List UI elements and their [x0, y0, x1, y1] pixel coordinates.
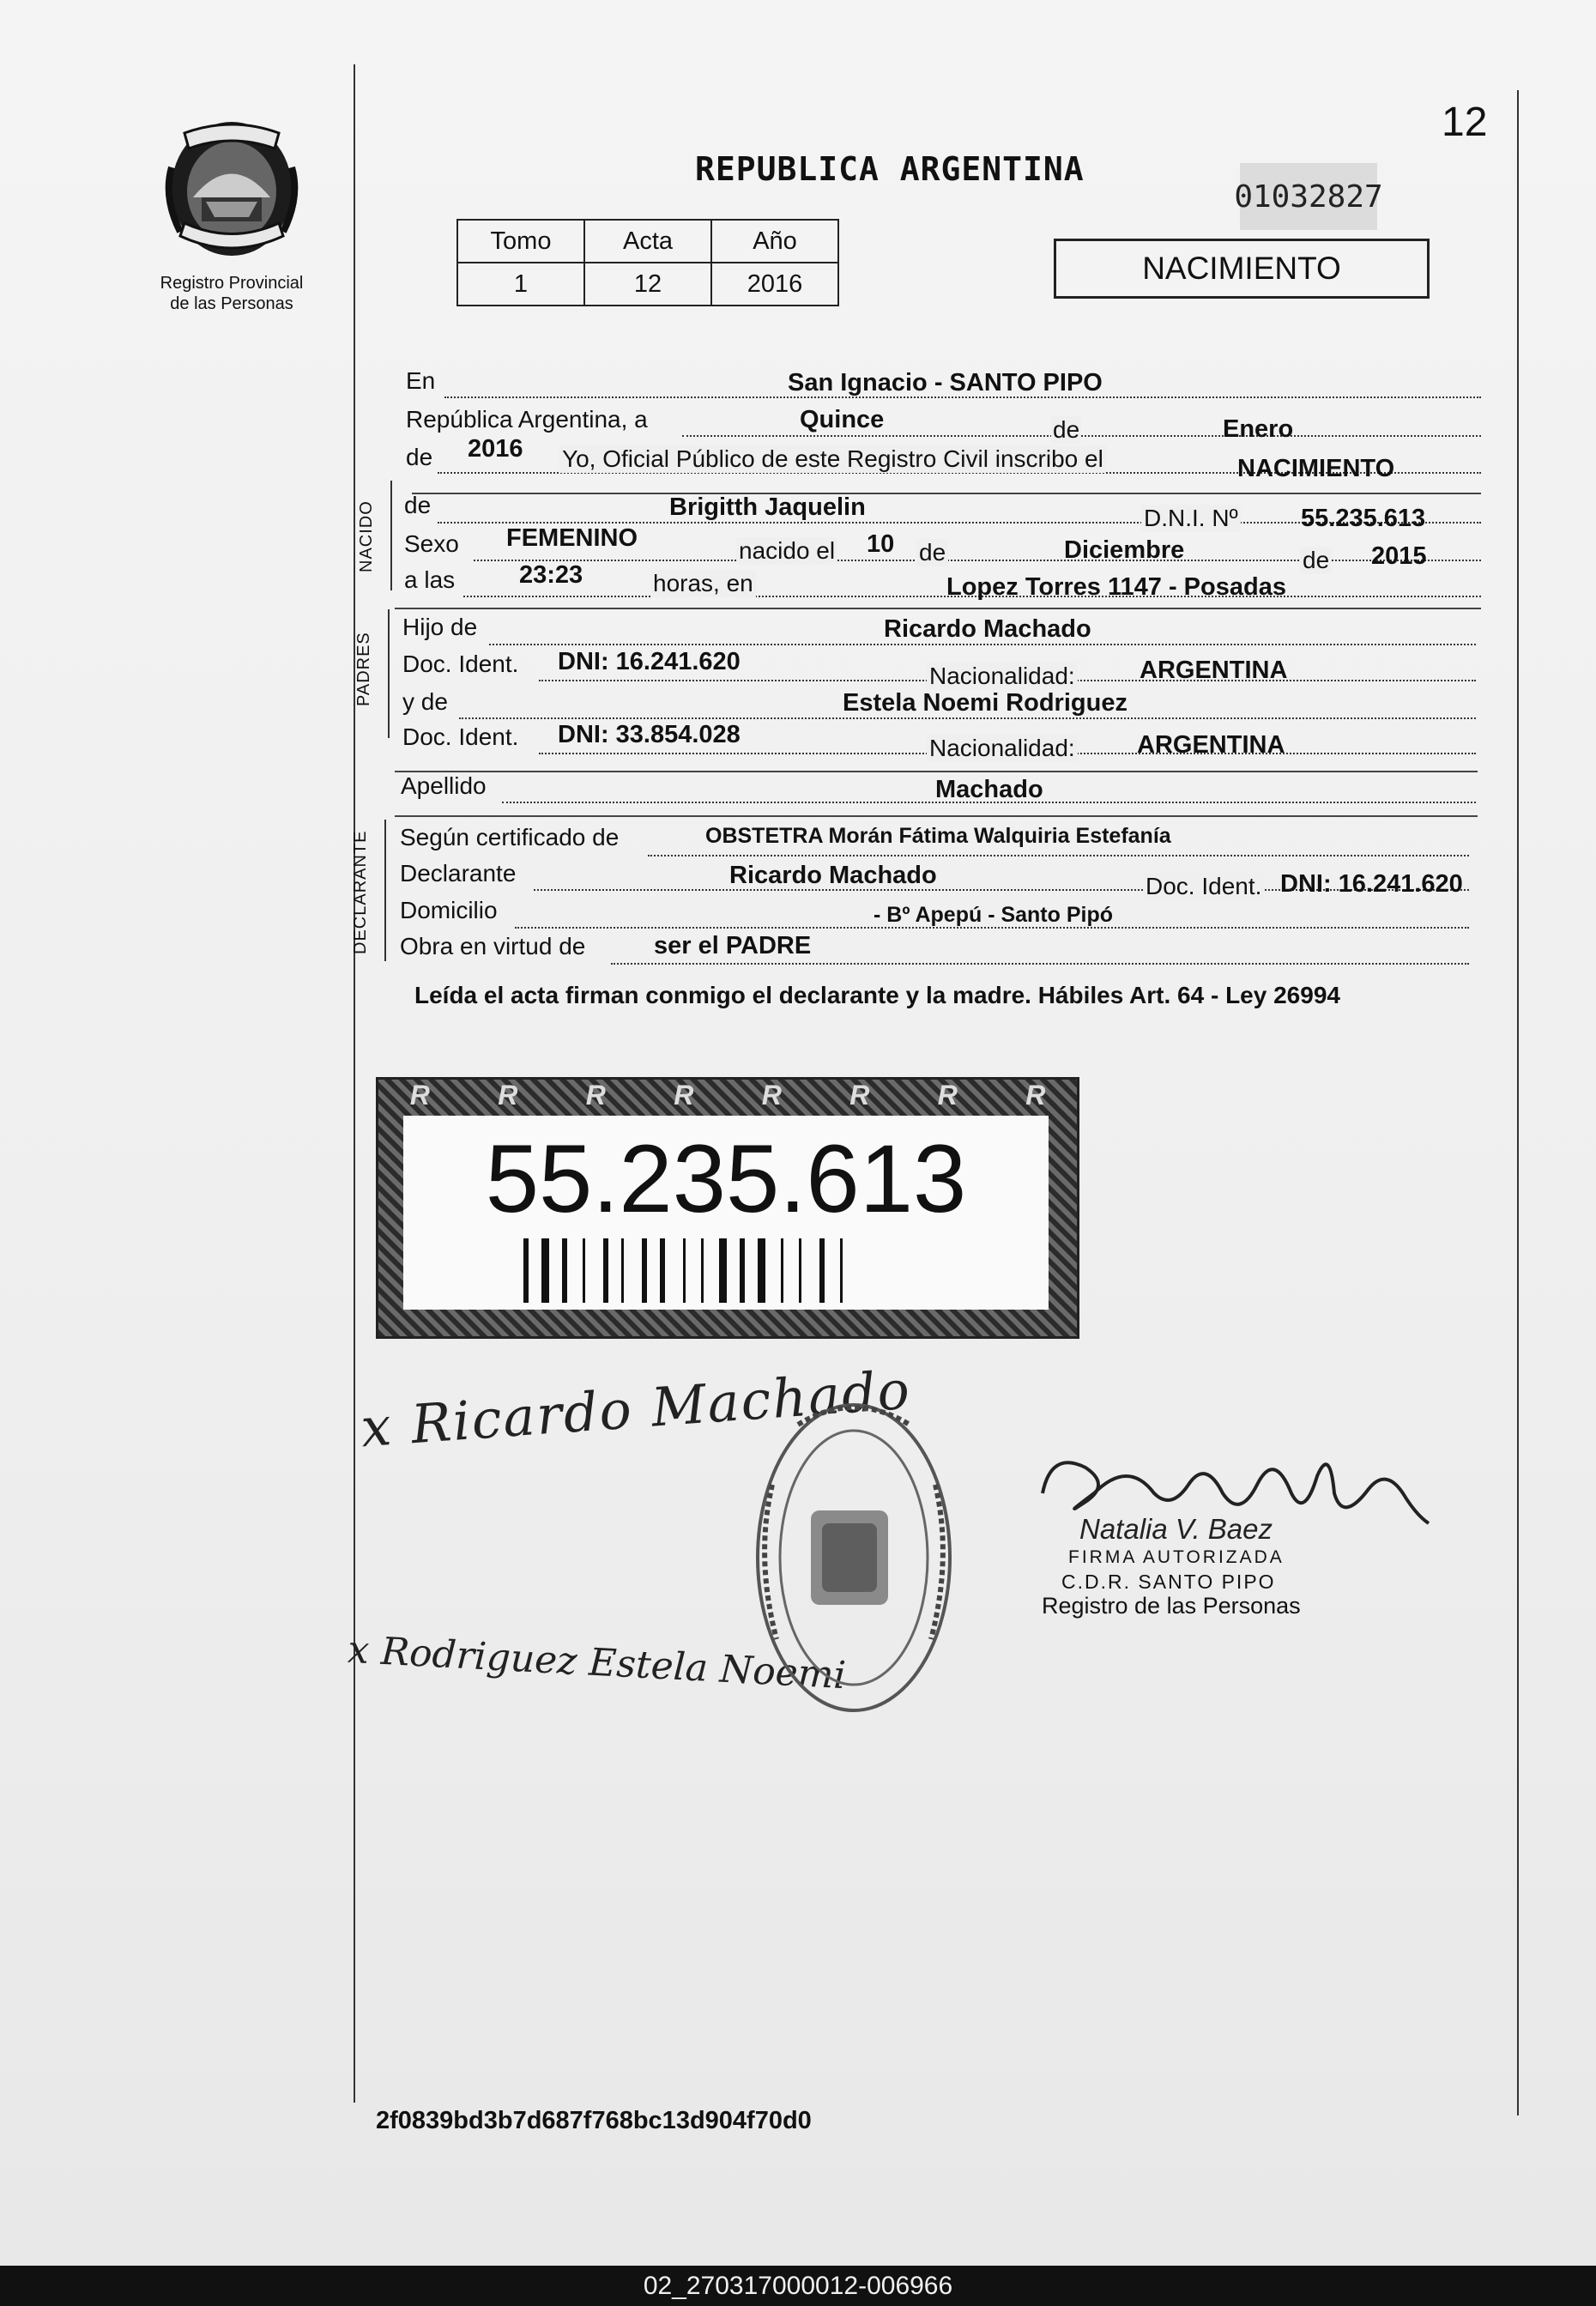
right-margin-rule	[1517, 90, 1519, 2115]
hijo-de-label: Hijo de	[402, 614, 478, 640]
dotted-line	[682, 435, 1481, 437]
barcode-bar	[701, 1238, 704, 1303]
sexo-label: Sexo	[404, 530, 459, 557]
republica-label: República Argentina, a	[406, 406, 648, 433]
day-words-value: Quince	[800, 406, 885, 433]
father-doc-value: DNI: 16.241.620	[558, 648, 741, 675]
officer-text: Yo, Oficial Público de este Registro Civil inscribo el	[559, 445, 1106, 473]
pattern-letter: R	[585, 1079, 606, 1111]
nacionalidad-label: Nacionalidad:	[927, 663, 1078, 690]
tomo-acta-table	[456, 219, 839, 306]
sticker-label	[403, 1116, 1049, 1310]
birth-place-value: Lopez Torres 1147 - Posadas	[946, 573, 1286, 601]
barcode-bar	[840, 1238, 843, 1303]
act-type-box: NACIMIENTO	[1054, 239, 1430, 299]
tomo-header: Tomo	[457, 220, 584, 263]
dotted-line	[648, 855, 1469, 856]
obra-label: Obra en virtud de	[400, 933, 586, 959]
logo-caption-line1: Registro Provincial	[160, 274, 304, 293]
pattern-letter: R	[849, 1079, 870, 1111]
declarante-bracket	[384, 820, 386, 961]
declarante-doc-value: DNI: 16.241.620	[1280, 870, 1463, 898]
document-hash: 2f0839bd3b7d687f768bc13d904f70d0	[376, 2107, 812, 2134]
barcode-bar	[660, 1238, 665, 1303]
horas-en-label: horas, en	[650, 570, 756, 597]
father-nat-value: ARGENTINA	[1140, 657, 1288, 684]
barcode-bar	[719, 1238, 727, 1303]
closing-note: Leída el acta firman conmigo el declarante y la madre. Hábiles Art. 64 - Ley 26994	[414, 982, 1340, 1008]
logo-caption-line2: de las Personas	[170, 294, 293, 313]
birth-day-value: 10	[867, 530, 895, 558]
section-divider	[412, 493, 1481, 494]
y-de-label: y de	[402, 688, 448, 715]
birth-time-value: 23:23	[519, 561, 583, 589]
nacido-bracket	[390, 481, 392, 590]
doc-ident-label: Doc. Ident.	[402, 651, 519, 677]
barcode-bar	[740, 1238, 745, 1303]
official-office: C.D.R. SANTO PIPO	[1061, 1571, 1276, 1593]
cert-value: OBSTETRA Morán Fátima Walquiria Estefanía	[705, 824, 1171, 848]
declarante-value: Ricardo Machado	[729, 862, 937, 889]
dotted-line	[459, 717, 1476, 719]
padres-section-label: PADRES	[354, 632, 373, 707]
cert-label: Según certificado de	[400, 824, 620, 850]
sticker-pattern-row	[376, 1077, 1079, 1113]
father-name-value: Ricardo Machado	[884, 615, 1091, 643]
de-label: de	[1300, 547, 1332, 574]
padres-bracket	[388, 609, 390, 738]
acta-value: 12	[584, 263, 711, 306]
de-label: de	[916, 539, 948, 566]
nacido-el-label: nacido el	[736, 537, 837, 565]
barcode-bar	[541, 1238, 549, 1303]
serial-number-stamp: 01032827	[1240, 163, 1377, 230]
dni-label: D.N.I. Nº	[1141, 505, 1241, 532]
barcode-bar	[621, 1238, 624, 1303]
doc-ident-label: Doc. Ident.	[1143, 873, 1264, 900]
official-role: FIRMA AUTORIZADA	[1068, 1547, 1285, 1567]
dotted-line	[611, 963, 1469, 965]
birth-year-value: 2015	[1371, 542, 1427, 570]
barcode-bar	[758, 1238, 765, 1303]
sexo-value: FEMENINO	[506, 524, 638, 552]
anio-value: 2016	[711, 263, 838, 306]
left-margin-rule	[354, 64, 355, 2103]
child-dni-value: 55.235.613	[1301, 505, 1426, 532]
mother-doc-value: DNI: 33.854.028	[558, 721, 741, 748]
year-value: 2016	[468, 435, 523, 463]
section-divider	[395, 771, 1478, 772]
pattern-letter: R	[937, 1079, 958, 1111]
official-name: Natalia V. Baez	[1079, 1513, 1273, 1545]
declarante-section-label: DECLARANTE	[351, 830, 370, 955]
pattern-letter: R	[674, 1079, 694, 1111]
nacido-section-label: NACIDO	[357, 500, 376, 572]
de-label: de	[1053, 416, 1080, 443]
doc-ident-label: Doc. Ident.	[402, 723, 519, 750]
pattern-letter: R	[498, 1079, 518, 1111]
section-divider	[395, 608, 1481, 609]
document-title: REPUBLICA ARGENTINA	[695, 150, 1085, 188]
barcode-bar	[603, 1238, 608, 1303]
domicilio-label: Domicilio	[400, 897, 498, 923]
nacionalidad-label: Nacionalidad:	[927, 735, 1078, 762]
apellido-value: Machado	[935, 776, 1043, 803]
dni-sticker	[376, 1077, 1079, 1339]
domicilio-value: - Bº Apepú - Santo Pipó	[874, 903, 1114, 927]
logo-caption	[137, 273, 326, 314]
dotted-line	[489, 644, 1476, 645]
province-seal-logo	[154, 116, 309, 262]
pattern-letter: R	[409, 1079, 430, 1111]
de-label: de	[406, 444, 433, 470]
barcode-bar	[799, 1238, 801, 1303]
pattern-letter: R	[761, 1079, 782, 1111]
month-value: Enero	[1223, 415, 1294, 443]
a-las-label: a las	[404, 566, 456, 593]
barcode-bar	[562, 1238, 567, 1303]
obra-value: ser el PADRE	[654, 932, 812, 959]
declarante-label: Declarante	[400, 860, 517, 887]
page-number: 12	[1442, 100, 1488, 145]
official-stamp	[738, 1390, 970, 1725]
sticker-dni-number: 55.235.613	[485, 1125, 967, 1232]
acta-header: Acta	[584, 220, 711, 263]
barcode-bar	[642, 1238, 647, 1303]
barcode	[523, 1238, 961, 1303]
en-label: En	[406, 367, 436, 394]
mother-name-value: Estela Noemi Rodriguez	[843, 689, 1127, 717]
child-name-value: Brigitth Jaquelin	[669, 493, 866, 521]
mother-signature: x Rodriguez Estela Noemi	[347, 1627, 847, 1698]
tomo-value: 1	[457, 263, 584, 306]
official-registry: Registro de las Personas	[1042, 1593, 1301, 1619]
barcode-bar	[583, 1238, 585, 1303]
section-divider	[395, 815, 1478, 817]
nacido-de-label: de	[404, 492, 432, 518]
scan-footer-id: 02_270317000012-006966	[0, 2266, 1596, 2306]
mother-nat-value: ARGENTINA	[1137, 731, 1285, 759]
barcode-bar	[781, 1238, 783, 1303]
barcode-bar	[819, 1238, 825, 1303]
apellido-label: Apellido	[401, 772, 487, 799]
birth-month-value: Diciembre	[1064, 536, 1185, 564]
barcode-bar	[683, 1238, 686, 1303]
father-signature: x Ricardo Machado	[359, 1358, 914, 1460]
barcode-bar	[523, 1238, 529, 1303]
pattern-letter: R	[1025, 1079, 1046, 1111]
place-value: San Ignacio - SANTO PIPO	[788, 369, 1103, 396]
anio-header: Año	[711, 220, 838, 263]
act-kind-value: NACIMIENTO	[1237, 455, 1395, 482]
